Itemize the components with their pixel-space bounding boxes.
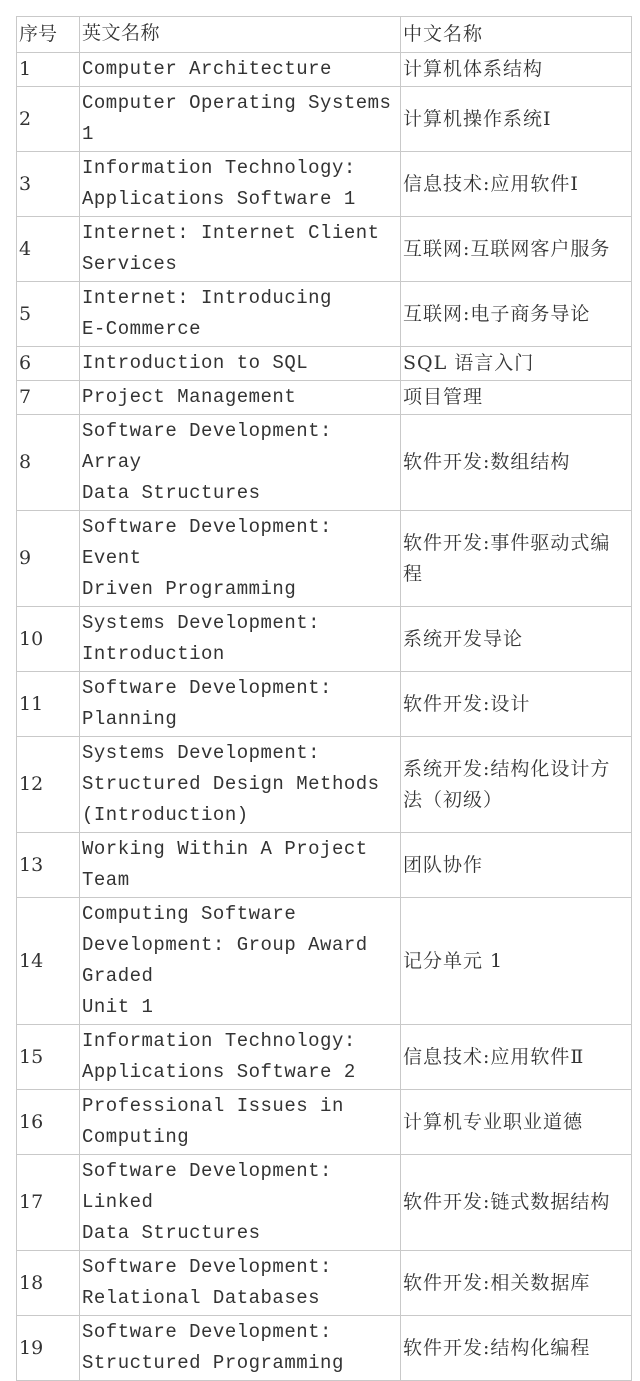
row-number: 6	[17, 347, 80, 381]
row-chinese-name: 软件开发:链式数据结构	[401, 1155, 632, 1251]
row-number: 10	[17, 607, 80, 672]
row-number: 8	[17, 415, 80, 511]
row-chinese-name: 信息技术:应用软件Ⅰ	[401, 152, 632, 217]
table-row	[17, 672, 632, 737]
table-row	[17, 737, 632, 833]
row-english-name: Introduction to SQL	[80, 347, 401, 381]
table-row	[17, 347, 632, 381]
row-english-name: Software Development: Structured Programming	[80, 1316, 401, 1381]
row-number: 17	[17, 1155, 80, 1251]
row-number: 1	[17, 53, 80, 87]
row-number: 7	[17, 381, 80, 415]
row-chinese-name: 软件开发:设计	[401, 672, 632, 737]
table-row	[17, 511, 632, 607]
row-number: 11	[17, 672, 80, 737]
table-row	[17, 607, 632, 672]
row-chinese-name: 软件开发:事件驱动式编 程	[401, 511, 632, 607]
header-row	[17, 17, 632, 53]
row-number: 9	[17, 511, 80, 607]
table-row	[17, 1155, 632, 1251]
row-number: 14	[17, 898, 80, 1025]
row-english-name: Software Development: Array Data Structures	[80, 415, 401, 511]
table-row	[17, 217, 632, 282]
table-row	[17, 381, 632, 415]
table-row	[17, 833, 632, 898]
row-english-name: Computing Software Development: Group Award Graded Unit 1	[80, 898, 401, 1025]
row-chinese-name: 互联网:电子商务导论	[401, 282, 632, 347]
row-english-name: Project Management	[80, 381, 401, 415]
row-number: 2	[17, 87, 80, 152]
row-number: 19	[17, 1316, 80, 1381]
row-number: 18	[17, 1251, 80, 1316]
row-english-name: Information Technology: Applications Software 1	[80, 152, 401, 217]
header-number: 序号	[17, 17, 80, 53]
table-row	[17, 1090, 632, 1155]
table-row	[17, 415, 632, 511]
row-english-name: Working Within A Project Team	[80, 833, 401, 898]
row-english-name: Computer Architecture	[80, 53, 401, 87]
table-row	[17, 282, 632, 347]
course-table	[16, 16, 632, 1381]
row-english-name: Systems Development: Structured Design Methods (Introduction)	[80, 737, 401, 833]
table-row	[17, 152, 632, 217]
row-english-name: Internet: Internet Client Services	[80, 217, 401, 282]
header-chinese-name: 中文名称	[401, 17, 632, 53]
row-chinese-name: 系统开发:结构化设计方 法（初级）	[401, 737, 632, 833]
row-english-name: Software Development: Planning	[80, 672, 401, 737]
table-row	[17, 898, 632, 1025]
row-number: 4	[17, 217, 80, 282]
table-row	[17, 1025, 632, 1090]
row-chinese-name: 信息技术:应用软件Ⅱ	[401, 1025, 632, 1090]
table-row	[17, 1316, 632, 1381]
row-english-name: Software Development: Relational Databases	[80, 1251, 401, 1316]
row-chinese-name: 软件开发:结构化编程	[401, 1316, 632, 1381]
row-number: 12	[17, 737, 80, 833]
row-chinese-name: 计算机操作系统Ⅰ	[401, 87, 632, 152]
row-english-name: Information Technology: Applications Software 2	[80, 1025, 401, 1090]
table-row	[17, 1251, 632, 1316]
row-chinese-name: 计算机专业职业道德	[401, 1090, 632, 1155]
row-chinese-name: 系统开发导论	[401, 607, 632, 672]
row-number: 13	[17, 833, 80, 898]
row-english-name: Computer Operating Systems 1	[80, 87, 401, 152]
row-chinese-name: 团队协作	[401, 833, 632, 898]
row-chinese-name: 记分单元 1	[401, 898, 632, 1025]
row-number: 5	[17, 282, 80, 347]
row-chinese-name: SQL 语言入门	[401, 347, 632, 381]
row-number: 3	[17, 152, 80, 217]
row-english-name: Internet: Introducing E-Commerce	[80, 282, 401, 347]
row-chinese-name: 软件开发:数组结构	[401, 415, 632, 511]
row-chinese-name: 软件开发:相关数据库	[401, 1251, 632, 1316]
row-english-name: Software Development: Event Driven Programming	[80, 511, 401, 607]
row-number: 16	[17, 1090, 80, 1155]
row-english-name: Professional Issues in Computing	[80, 1090, 401, 1155]
header-english-name: 英文名称	[80, 17, 401, 53]
table-row	[17, 87, 632, 152]
row-chinese-name: 项目管理	[401, 381, 632, 415]
row-number: 15	[17, 1025, 80, 1090]
row-chinese-name: 计算机体系结构	[401, 53, 632, 87]
row-chinese-name: 互联网:互联网客户服务	[401, 217, 632, 282]
table-row	[17, 53, 632, 87]
row-english-name: Software Development: Linked Data Structures	[80, 1155, 401, 1251]
row-english-name: Systems Development: Introduction	[80, 607, 401, 672]
